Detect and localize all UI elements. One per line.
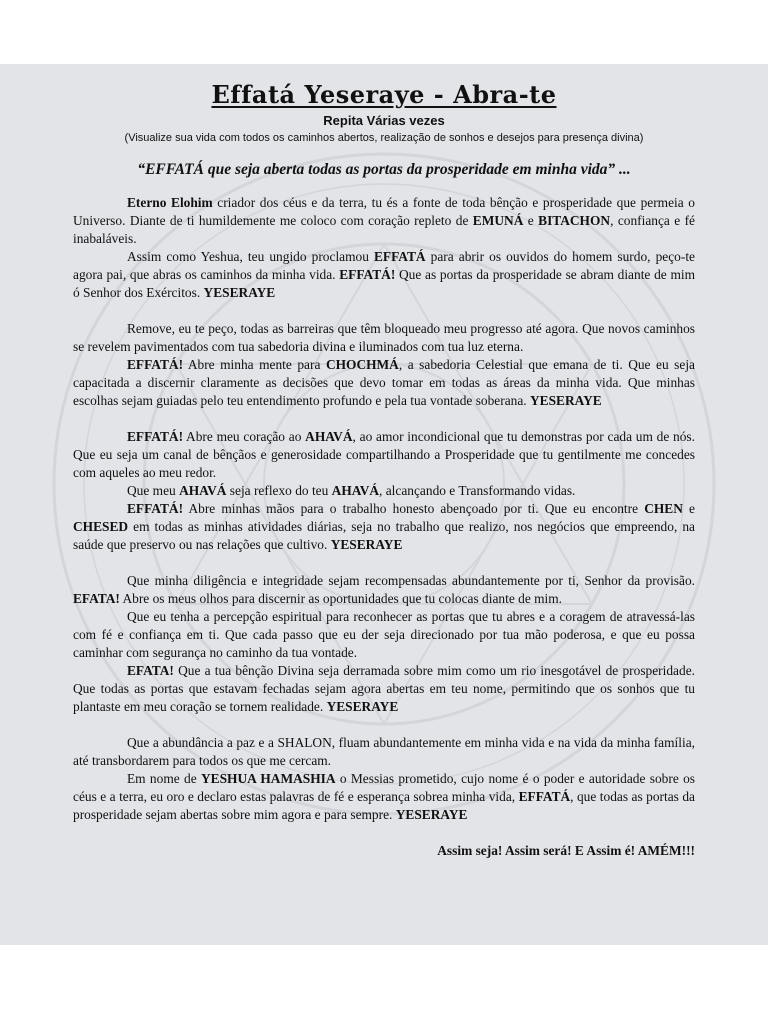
emphasis-text: Eterno Elohim xyxy=(127,195,213,210)
paragraph-text: e xyxy=(682,501,695,516)
prayer-paragraph xyxy=(73,356,695,410)
prayer-paragraph xyxy=(73,572,695,608)
paragraph-text: Que meu xyxy=(127,483,180,498)
paragraph-text: o Messias prometido, cujo nome é o poder e autoridade sobre os céus e a terra, eu oro e declaro estas palavras de fé e esperança sobrea minha vida, xyxy=(73,771,696,804)
instruction-text: (Visualize sua vida com todos os caminhos abertos, realização de sonhos e desejos para presença divina) xyxy=(124,132,644,144)
paragraph-gap xyxy=(73,302,695,320)
emphasis-text: YESERAYE xyxy=(326,699,399,714)
paragraph-text: para abrir os ouvidos do homem surdo, peço-te agora pai, que abras os caminhos da minha vida. xyxy=(73,249,695,282)
emphasis-text: YESERAYE xyxy=(530,393,602,408)
prayer-paragraph xyxy=(73,428,695,482)
emphasis-text: EFFATÁ xyxy=(518,789,571,804)
document-content xyxy=(73,78,695,860)
prayer-paragraph xyxy=(73,320,695,356)
emphasis-text: YESERAYE xyxy=(330,537,403,552)
prayer-paragraph xyxy=(73,662,695,716)
paragraph-text: Que a tua bênção Divina seja derramada sobre mim como um rio inesgotável de prosperidade. Que todas as portas que estavam fechadas sejam agora abertas em teu nome, permitindo que os sonhos que tu plantaste em meu coração se tornem realidade. xyxy=(73,663,695,714)
paragraph-text: Abre minhas mãos para o trabalho honesto abençoado por ti. Que eu encontre xyxy=(183,501,645,516)
motto-quote: “EFFATÁ que seja aberta todas as portas da prosperidade em minha vida” ... xyxy=(137,161,631,178)
paragraph-text: Abre meu coração ao xyxy=(183,429,306,444)
paragraph-text: , confiança e fé inabaláveis. xyxy=(73,213,696,246)
paragraph-text: , a sabedoria Celestial que emana de ti. Que eu seja capacitada a discernir claramente as decisões que devo tomar em todas as áreas da minha vida. Que minhas escolhas sejam guiadas pelo teu entendimento profundo e pela tua vontade soberana. xyxy=(73,357,696,408)
emphasis-text: AHAVÁ xyxy=(331,483,380,498)
emphasis-text: EFATA! xyxy=(73,591,120,606)
paragraph-text: Que a abundância a paz e a SHALON, fluam abundantemente em minha vida e na vida da minha família, até transbordarem para todos os que me cercam. xyxy=(73,735,695,768)
paragraph-text: Que eu tenha a percepção espiritual para reconhecer as portas que tu abres e a coragem de atravessá-las com fé e confiança em ti. Que cada passo que eu der seja direcionado por tua mão poderosa, e que eu possa caminhar com segurança no caminho da tua vontade. xyxy=(73,609,695,660)
prayer-paragraph xyxy=(73,194,695,248)
paragraph-text: , alcançando e Transformando vidas. xyxy=(379,483,576,498)
prayer-body xyxy=(73,194,695,824)
prayer-paragraph xyxy=(73,248,695,302)
emphasis-text: BITACHON xyxy=(538,213,611,228)
paragraph-text: , que todas as portas da prosperidade sejam abertas sobre mim agora e para sempre. xyxy=(73,789,695,822)
emphasis-text: EFFATÁ xyxy=(374,249,426,264)
emphasis-text: CHOCHMÁ xyxy=(325,357,399,372)
emphasis-text: AHAVÁ xyxy=(305,429,353,444)
page-title: Effatá Yeseraye - Abra-te xyxy=(211,80,557,109)
paragraph-text: , ao amor incondicional que tu demonstras por cada um de nós. Que eu seja um canal de bênçãos e generosidade compartilhando a Prosperidade que tu gentilmente me concedes com aqueles ao meu redor. xyxy=(73,429,695,480)
prayer-paragraph xyxy=(73,608,695,662)
document-page xyxy=(0,64,768,945)
paragraph-gap xyxy=(73,554,695,572)
emphasis-text: CHESED xyxy=(73,519,129,534)
paragraph-text: Remove, eu te peço, todas as barreiras que têm bloqueado meu progresso até agora. Que novos caminhos se revelem pavimentados com tua sabedoria divina e iluminados com tua luz eterna. xyxy=(73,321,695,354)
closing-line: Assim seja! Assim será! E Assim é! AMÉM!!! xyxy=(437,843,695,858)
paragraph-text: seja reflexo do teu xyxy=(226,483,332,498)
paragraph-text: Que minha diligência e integridade sejam recompensadas abundantemente por ti, Senhor da provisão. xyxy=(127,573,695,588)
paragraph-gap xyxy=(73,410,695,428)
paragraph-text: Em nome de xyxy=(127,771,201,786)
emphasis-text: EFFATÁ! xyxy=(127,429,184,444)
paragraph-text: Abre os meus olhos para discernir as oportunidades que tu colocas diante de mim. xyxy=(119,591,563,606)
prayer-paragraph xyxy=(73,500,695,554)
emphasis-text: EFATA! xyxy=(127,663,174,678)
emphasis-text: YESERAYE xyxy=(395,807,468,822)
emphasis-text: EFFATÁ! xyxy=(339,267,396,282)
paragraph-text: em todas as minhas atividades diárias, seja no trabalho que realizo, nos negócios que empreendo, na saúde que preservo ou nas relações que cultivo. xyxy=(73,519,695,552)
emphasis-text: EFFATÁ! xyxy=(127,357,184,372)
prayer-paragraph xyxy=(73,482,695,500)
paragraph-text: Abre minha mente para xyxy=(183,357,326,372)
paragraph-text: criador dos céus e da terra, tu és a fonte de toda bênção e prosperidade que permeia o Universo. Diante de ti humildemente me coloco com coração repleto de xyxy=(73,195,695,228)
paragraph-gap xyxy=(73,716,695,734)
paragraph-text: Que as portas da prosperidade se abram diante de mim ó Senhor dos Exércitos. xyxy=(73,267,695,300)
emphasis-text: EMUNÁ xyxy=(472,213,524,228)
emphasis-text: YESERAYE xyxy=(203,285,276,300)
prayer-paragraph xyxy=(73,734,695,770)
page-subtitle: Repita Várias vezes xyxy=(323,113,445,128)
paragraph-text: Assim como Yeshua, teu ungido proclamou xyxy=(127,249,374,264)
paragraph-text: e xyxy=(523,213,539,228)
emphasis-text: CHEN xyxy=(644,501,683,516)
emphasis-text: AHAVÁ xyxy=(179,483,227,498)
emphasis-text: EFFATÁ! xyxy=(127,501,184,516)
emphasis-text: YESHUA HAMASHIA xyxy=(200,771,336,786)
paragraph-gap xyxy=(73,824,695,842)
prayer-paragraph xyxy=(73,770,695,824)
